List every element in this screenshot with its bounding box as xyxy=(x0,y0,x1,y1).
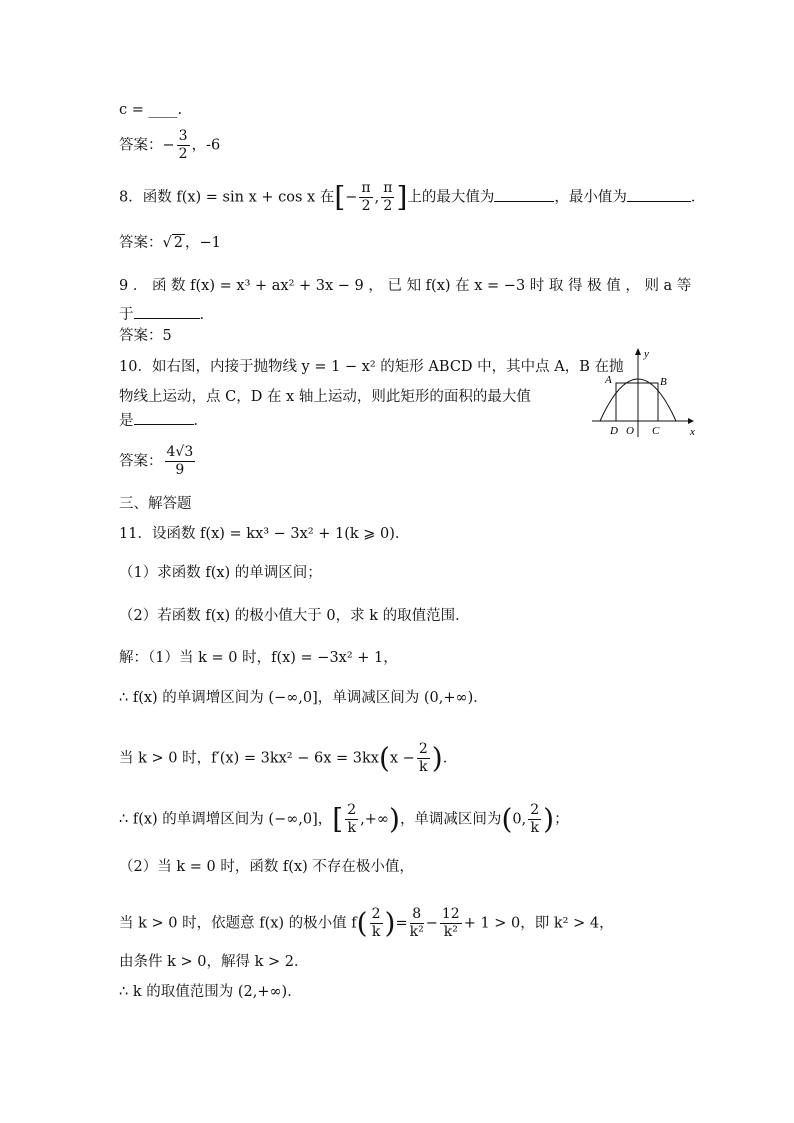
answer-8: 答案：√ 2 ，−1 xyxy=(119,235,221,251)
blank xyxy=(134,410,194,425)
point-a-label: A xyxy=(605,374,612,386)
question-11-part1: （1）求函数 f(x) 的单调区间； xyxy=(119,565,322,581)
point-b-label: B xyxy=(660,376,667,388)
point-d-label: D xyxy=(610,425,618,437)
solution-line6: 当 k > 0 时，依题意 f(x) 的极小值 f( $\frac{2}{k}$ )= $\frac{8}{\text{k²}}$ − $\frac{12}{\text{k²}}$ + 1 > 0，即 k² > 4， xyxy=(119,906,614,940)
blank xyxy=(134,304,200,319)
question-11-part2: （2）若函数 f(x) 的极小值大于 0，求 k 的取值范围． xyxy=(119,608,470,624)
question-8: 8．函数 f(x) = sin x + cos x 在[− $\frac{\pi}{2}$ , $\frac{\pi}{2}$ ]上的最大值为 ，最小值为 ． xyxy=(119,180,706,214)
origin-label: O xyxy=(626,425,634,437)
point-c-label: C xyxy=(652,425,660,437)
solution-line3: 当 k > 0 时，f′(x) = 3kx² − 6x = 3kx(x − $\frac{2}{k}$ )． xyxy=(119,741,458,775)
answer-10: 答案： $\frac{4√3}{9}$ xyxy=(119,444,194,478)
question-10-line3: 是 ． xyxy=(119,410,208,431)
solution-line4: ∴ f(x) 的单调增区间为 (−∞,0]，[ $\frac{2}{k}$ ,+∞)，单调减区间为(0, $\frac{2}{k}$ )； xyxy=(119,802,569,836)
x-axis-label: x xyxy=(690,426,695,437)
y-axis-label: y xyxy=(644,348,649,360)
question-10-line2: 物线上运动，点 C，D 在 x 轴上运动，则此矩形的面积的最大值 xyxy=(119,389,531,405)
parabola-rectangle-figure xyxy=(590,345,702,437)
line-c-blank: c = ____. xyxy=(119,102,183,118)
solution-line1: 解：（1）当 k = 0 时，f(x) = −3x² + 1， xyxy=(119,650,398,666)
solution-line8: ∴ k 的取值范围为 (2,+∞)． xyxy=(119,984,302,1000)
question-10-line1: 10．如右图，内接于抛物线 y = 1 − x² 的矩形 ABCD 中，其中点 A，B 在抛 xyxy=(119,359,624,375)
question-9-line1: 9 ． 函 数 f(x) = x³ + ax² + 3x − 9 ， 已 知 f(x) 在 x = −3 时 取 得 极 值 ， 则 a 等 xyxy=(119,278,692,294)
blank xyxy=(627,187,691,202)
blank xyxy=(494,187,554,202)
solution-line2: ∴ f(x) 的单调增区间为 (−∞,0]，单调减区间为 (0,+∞)． xyxy=(119,690,488,706)
question-9-line2: 于 ． xyxy=(119,304,214,325)
question-11: 11．设函数 f(x) = kx³ − 3x² + 1(k ⩾ 0)． xyxy=(119,526,410,542)
solution-line5: （2）当 k = 0 时，函数 f(x) 不存在极小值， xyxy=(119,859,414,875)
solution-line7: 由条件 k > 0，解得 k > 2． xyxy=(119,954,309,970)
section-3-heading: 三、解答题 xyxy=(119,496,192,512)
answer-9: 答案：5 xyxy=(119,328,172,344)
answer-7: 答案：− $\frac{3}{2}$ ，-6 xyxy=(119,128,221,162)
